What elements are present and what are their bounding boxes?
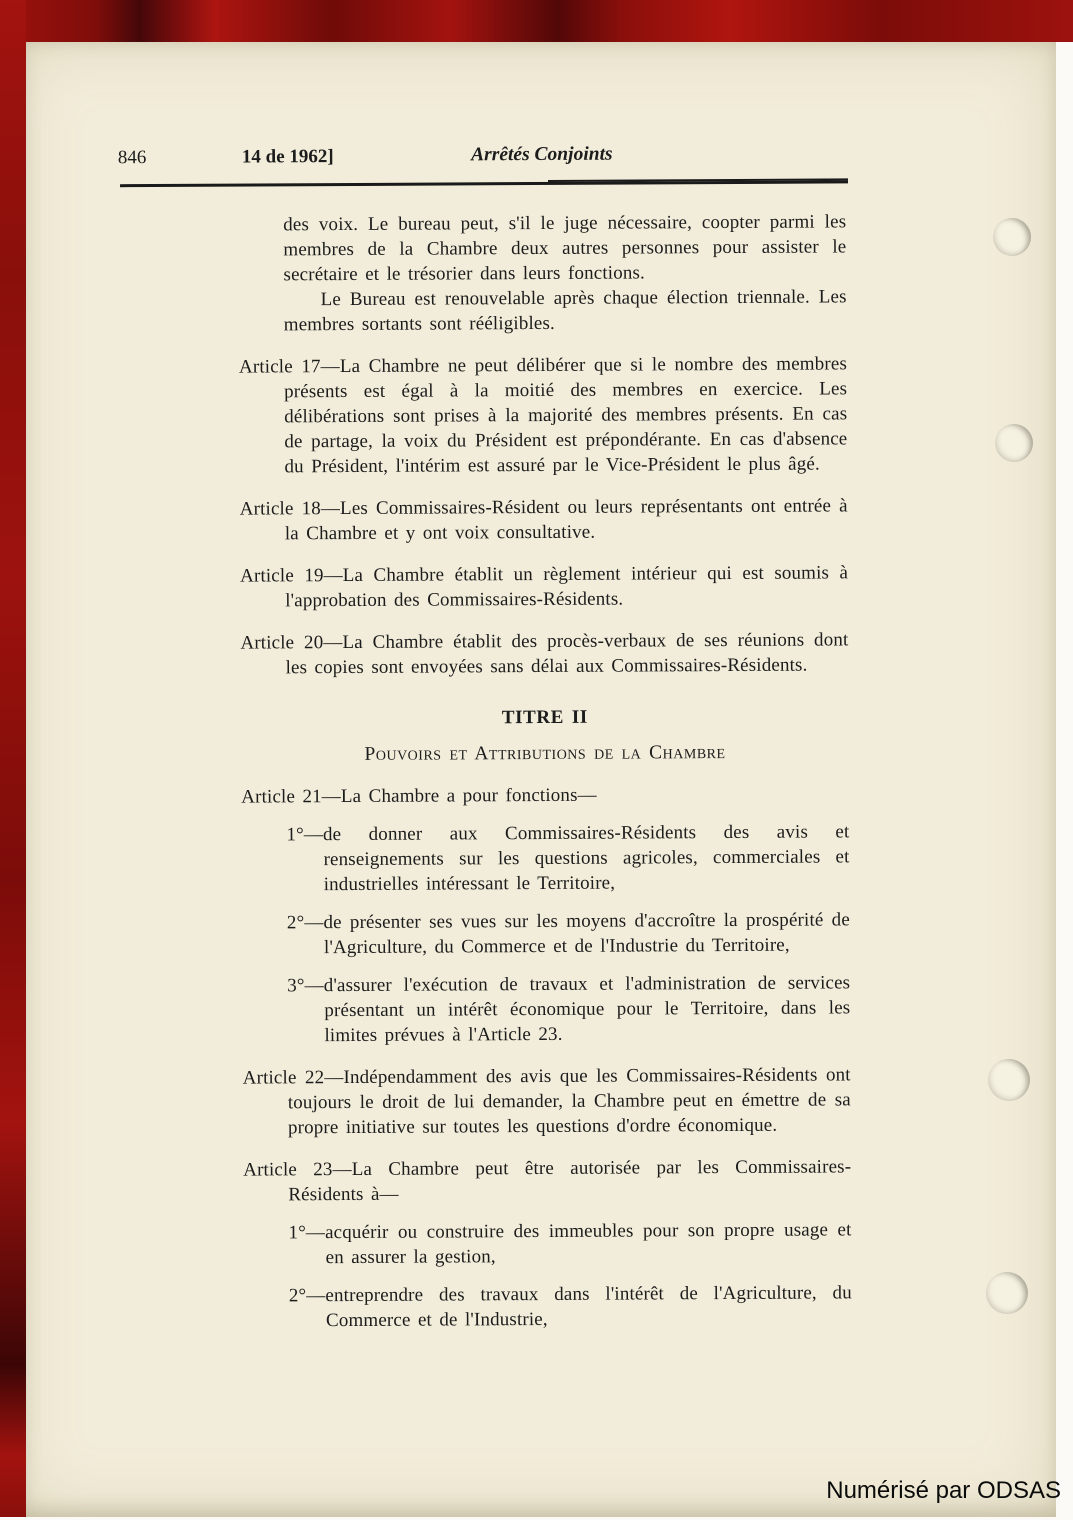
article-21-item-3-text: d'assurer l'exécution de travaux et l'administration de services présentant un intérêt économique pour le Territoire, dans les limites prévues à l'Article 23. [323, 972, 851, 1047]
scan-watermark: Numérisé par ODSAS [826, 1477, 1061, 1504]
article-23-item-1 [243, 1217, 851, 1270]
article-21-item-1 [241, 819, 849, 897]
article-21 [241, 781, 849, 809]
paragraph-bureau: Le Bureau est renouvelable après chaque élection triennale. Les membres sortants sont rééligibles. [283, 286, 847, 336]
article-18-text: Les Commissaires-Résident ou leurs représentants ont entrée à la Chambre et y ont voix consultative. [284, 495, 848, 545]
running-title-wrap [238, 142, 846, 167]
article-18-label: Article 18— [239, 498, 341, 520]
article-21-item-1-number: 1°— [286, 824, 324, 846]
article-23-item-2-number: 2°— [288, 1285, 326, 1307]
article-21-item-2-text: de présenter ses vues sur les moyens d'accroître la prospérité de l'Agriculture, du Commerce et de l'Industrie du Territoire, [323, 909, 850, 959]
article-17-label: Article 17— [238, 356, 340, 378]
article-18 [240, 493, 848, 546]
article-21-text: La Chambre a pour fonctions— [340, 784, 597, 808]
issue-reference: 14 de 1962] [241, 146, 334, 168]
article-22 [243, 1062, 851, 1140]
article-21-item-1-text: de donner aux Commissaires-Résidents des avis et renseignements sur les questions agricoles, commerciales et industrielles intéressant le Territoire, [322, 821, 850, 896]
article-23-item-1-number: 1°— [288, 1222, 326, 1244]
article-23-text: La Chambre peut être autorisée par les Commissaires-Résidents à— [288, 1156, 852, 1206]
article-20-text: La Chambre établit des procès-verbaux de ses réunions dont les copies sont envoyées sans délai aux Commissaires-Résidents. [285, 629, 849, 679]
article-21-item-3 [242, 970, 850, 1048]
article-21-item-2 [242, 907, 850, 960]
titre-ii-heading: TITRE II [501, 706, 588, 729]
header-rule [120, 180, 848, 187]
article-19-text: La Chambre établit un règlement intérieur qui est soumis à l'approbation des Commissaires-Résidents. [285, 562, 849, 612]
article-17 [239, 351, 848, 479]
article-22-label: Article 22— [242, 1067, 344, 1089]
article-23-label: Article 23— [243, 1158, 352, 1181]
article-20 [240, 627, 848, 680]
text-column [238, 209, 852, 1333]
article-23-item-2-text: entreprendre des travaux dans l'intérêt de l'Agriculture, du Commerce et de l'Industrie, [325, 1282, 852, 1332]
paragraph-continuation: des voix. Le bureau peut, s'il le juge nécessaire, coopter parmi les membres de la Chambre deux autres personnes pour assister le secrétaire et le trésorier dans leurs fonctions. [283, 211, 847, 286]
article-20-label: Article 20— [240, 632, 343, 654]
article-21-item-3-number: 3°— [287, 975, 324, 997]
article-23 [243, 1154, 851, 1207]
article-19-label: Article 19— [240, 565, 343, 587]
article-21-item-2-number: 2°— [286, 912, 324, 934]
article-23-item-1-text: acquérir ou construire des immeubles pour son propre usage et en assurer la gestion, [325, 1219, 852, 1269]
titre-ii-subheading: Pouvoirs et Attributions de la Chambre [364, 742, 726, 765]
article-17-text: La Chambre ne peut délibérer que si le nombre des membres présents est égal à la moitié des membres en exercice. Les délibérations sont prises à la majorité des membres présents. En cas de partage, la voix du Président est prépondérante. En cas d'absence du Président, l'intérim est assuré par le Vice-Président le plus âgé. [284, 353, 848, 478]
article-21-label: Article 21— [241, 786, 341, 808]
article-22-text: Indépendamment des avis que les Commissaires-Résidents ont toujours le droit de lui demander, la Chambre peut en émettre de sa propre initiative sur toutes les questions d'ordre économique. [287, 1064, 851, 1139]
running-title: Arrêtés Conjoints [471, 143, 613, 166]
page-number: 846 [117, 147, 147, 169]
article-19 [240, 560, 848, 613]
article-23-item-2 [244, 1280, 852, 1333]
